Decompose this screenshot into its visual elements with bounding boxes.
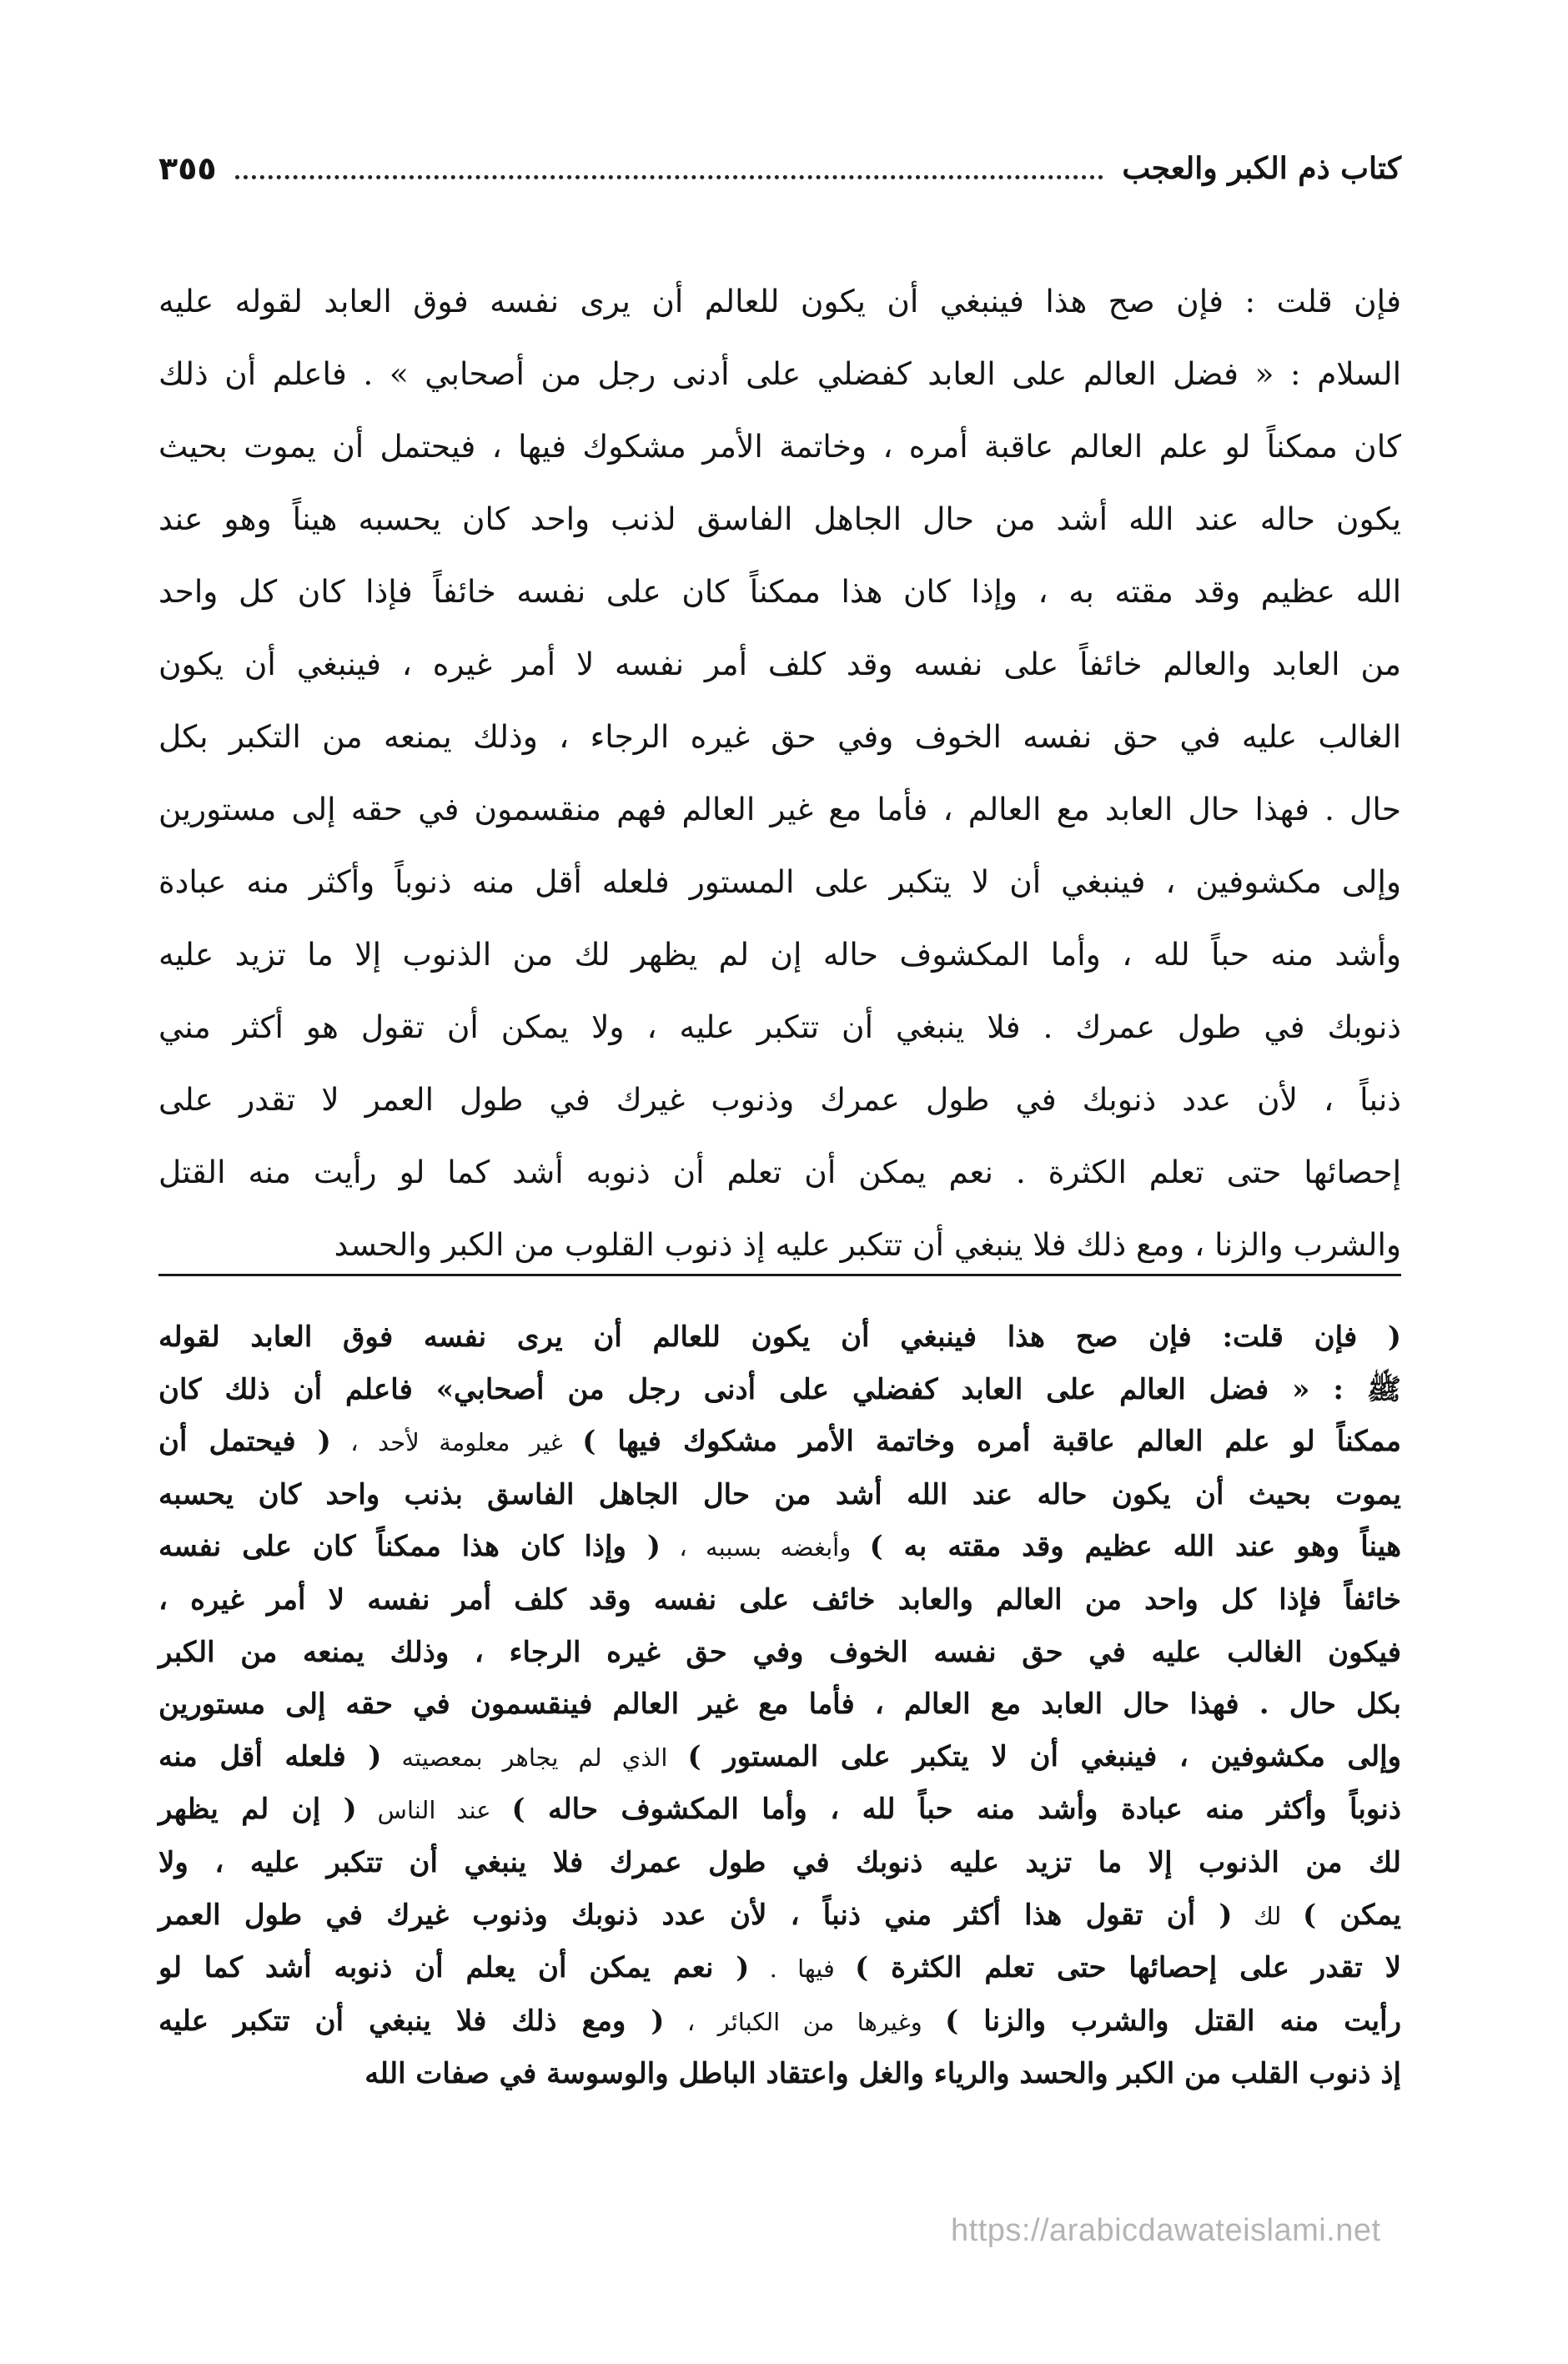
running-header (158, 143, 1401, 194)
commentary-quoted-text: ( إن لم يظهر (158, 1793, 357, 1827)
commentary-quoted-text: ( ومع ذلك فلا ينبغي أن تتكبر عليه (158, 2004, 665, 2038)
commentary-gloss: عند الناس (356, 1796, 512, 1825)
commentary-quoted-text: هيناً وهو عند الله عظيم وقد مقته به ) (869, 1530, 1401, 1564)
commentary-quoted-text: رأيت منه القتل والشرب والزنا ) (945, 2004, 1401, 2038)
commentary-quoted-text: ذنوباً وأكثر منه عبادة وأشد منه حباً لله ، وأما المكشوف حاله ) (511, 1793, 1401, 1827)
commentary-gloss: الذي لم يجاهر بمعصيته (381, 1743, 688, 1772)
commentary-line (158, 2048, 1401, 2100)
commentary-quoted-text: ( وإذا كان هذا ممكناً كان على نفسه (158, 1530, 661, 1564)
commentary-quoted-text: ممكناً لو علم العالم عاقبة أمره وخاتمة الأمر مشكوك فيها ) (582, 1425, 1401, 1459)
commentary-quoted-text: ( فإن قلت: فإن صح هذا فينبغي أن يكون للعالم أن يرى نفسه فوق العابد لقوله (158, 1320, 1401, 1354)
commentary-line (158, 1731, 1401, 1784)
main-text-line: يكون حاله عند الله أشد من حال الجاهل الفاسق لذنب واحد كان يحسبه هيناً وهو عند (158, 500, 1401, 537)
commentary-line (158, 1783, 1401, 1837)
commentary-line (158, 1521, 1401, 1574)
commentary-quoted-text: وإلى مكشوفين ، فينبغي أن لا يتكبر على المستور ) (687, 1739, 1401, 1773)
commentary-quoted-text: خائفاً فإذا كل واحد من العالم والعابد خائف على نفسه وقد كلف أمر نفسه لا أمر غيره ، (158, 1582, 1401, 1617)
commentary-line (158, 1311, 1401, 1364)
main-text-body (158, 265, 1401, 1281)
commentary-gloss: وغيرها من الكبائر ، (664, 2007, 946, 2036)
commentary-quoted-text: إذ ذنوب القلب من الكبر والحسد والرياء والغل واعتقاد الباطل والوسوسة في صفات الله (364, 2057, 1401, 2091)
main-text-line: والشرب والزنا ، ومع ذلك فلا ينبغي أن تتكبر عليه إذ ذنوب القلوب من الكبر والحسد (334, 1226, 1401, 1263)
footnote-separator (158, 1274, 1401, 1276)
main-text-line: الله عظيم وقد مقته به ، وإذا كان هذا ممكناً كان على نفسه خائفاً فإذا كان كل واحد (158, 573, 1401, 610)
main-text-line: الغالب عليه في حق نفسه الخوف وفي حق غيره الرجاء ، وذلك يمنعه من التكبر بكل (158, 718, 1401, 755)
commentary-quoted-text: فيكون الغالب عليه في حق نفسه الخوف وفي حق غيره الرجاء ، وذلك يمنعه من الكبر (158, 1635, 1401, 1669)
commentary-quoted-text: ( فلعله أقل منه (158, 1739, 382, 1773)
commentary-gloss: غير معلومة لأحد ، (330, 1428, 583, 1457)
main-text-line: من العابد والعالم خائفاً على نفسه وقد كلف أمر نفسه لا أمر غيره ، فينبغي أن يكون (158, 646, 1401, 682)
commentary-line (158, 1889, 1401, 1943)
commentary-quoted-text: ( نعم يمكن أن يعلم أن ذنوبه أشد كما لو (158, 1951, 750, 1985)
commentary-gloss: فيها . (749, 1954, 856, 1984)
watermark-url: https://arabicdawateislami.net (951, 2213, 1381, 2248)
main-text-line: ذنباً ، لأن عدد ذنوبك في طول عمرك وذنوب غيرك في طول العمر لا تقدر على (158, 1081, 1401, 1118)
main-text-line: وإلى مكشوفين ، فينبغي أن لا يتكبر على المستور فلعله أقل منه ذنوباً وأكثر منه عبادة (158, 863, 1401, 900)
commentary-quoted-text: بكل حال . فهذا حال العابد مع العالم ، فأما مع غير العالم فينقسمون في حقه إلى مستورين (158, 1687, 1401, 1722)
commentary-line (158, 1627, 1401, 1679)
commentary-quoted-text: ( فيحتمل أن (158, 1425, 331, 1459)
dotted-leader (235, 175, 1104, 179)
main-text-line: إحصائها حتى تعلم الكثرة . نعم يمكن أن تعلم أن ذنوبه أشد كما لو رأيت منه القتل (158, 1154, 1401, 1190)
main-text-line: السلام : « فضل العالم على العابد كفضلي على أدنى رجل من أصحابي » . فاعلم أن ذلك (158, 355, 1401, 392)
chapter-title: كتاب ذم الكبر والعجب (1122, 151, 1401, 186)
commentary-quoted-text: لا تقدر على إحصائها حتى تعلم الكثرة ) (855, 1951, 1401, 1985)
commentary-gloss: وأبغضه بسببه ، (660, 1533, 870, 1562)
commentary-line (158, 1469, 1401, 1522)
commentary-line (158, 1942, 1401, 1995)
commentary-quoted-text: يموت بحيث أن يكون حاله عند الله أشد من حال الجاهل الفاسق بذنب واحد كان يحسبه (158, 1477, 1401, 1511)
main-text-line: فإن قلت : فإن صح هذا فينبغي أن يكون للعالم أن يرى نفسه فوق العابد لقوله عليه (158, 283, 1401, 319)
commentary-quoted-text: يمكن ) (1302, 1898, 1402, 1932)
main-text-line: كان ممكناً لو علم العالم عاقبة أمره ، وخاتمة الأمر مشكوك فيها ، فيحتمل أن يموت بحيث (158, 428, 1401, 465)
commentary-block (158, 1311, 1401, 2100)
commentary-line (158, 1837, 1401, 1889)
commentary-quoted-text: ﷺ : « فضل العالم على العابد كفضلي على أدنى رجل من أصحابي» فاعلم أن ذلك كان (158, 1372, 1401, 1406)
commentary-line (158, 1416, 1401, 1469)
main-text-line: ذنوبك في طول عمرك . فلا ينبغي أن تتكبر عليه ، ولا يمكن أن تقول هو أكثر مني (158, 1008, 1401, 1045)
commentary-quoted-text: ( أن تقول هذا أكثر مني ذنباً ، لأن عدد ذنوبك وذنوب غيرك في طول العمر (158, 1898, 1233, 1932)
commentary-line (158, 1995, 1401, 2049)
page-number: ٣٥٥ (158, 150, 217, 187)
commentary-quoted-text: لك من الذنوب إلا ما تزيد عليه ذنوبك في طول عمرك فلا ينبغي أن تتكبر عليه ، ولا (158, 1845, 1402, 1879)
main-text-line: حال . فهذا حال العابد مع العالم ، فأما مع غير العالم فهم منقسمون في حقه إلى مستورين (158, 791, 1401, 827)
commentary-gloss: لك (1232, 1901, 1303, 1930)
commentary-line (158, 1678, 1401, 1731)
commentary-line (158, 1574, 1401, 1627)
main-text-line: وأشد منه حباً لله ، وأما المكشوف حاله إن لم يظهر لك من الذنوب إلا ما تزيد عليه (158, 936, 1401, 973)
commentary-line (158, 1364, 1401, 1416)
